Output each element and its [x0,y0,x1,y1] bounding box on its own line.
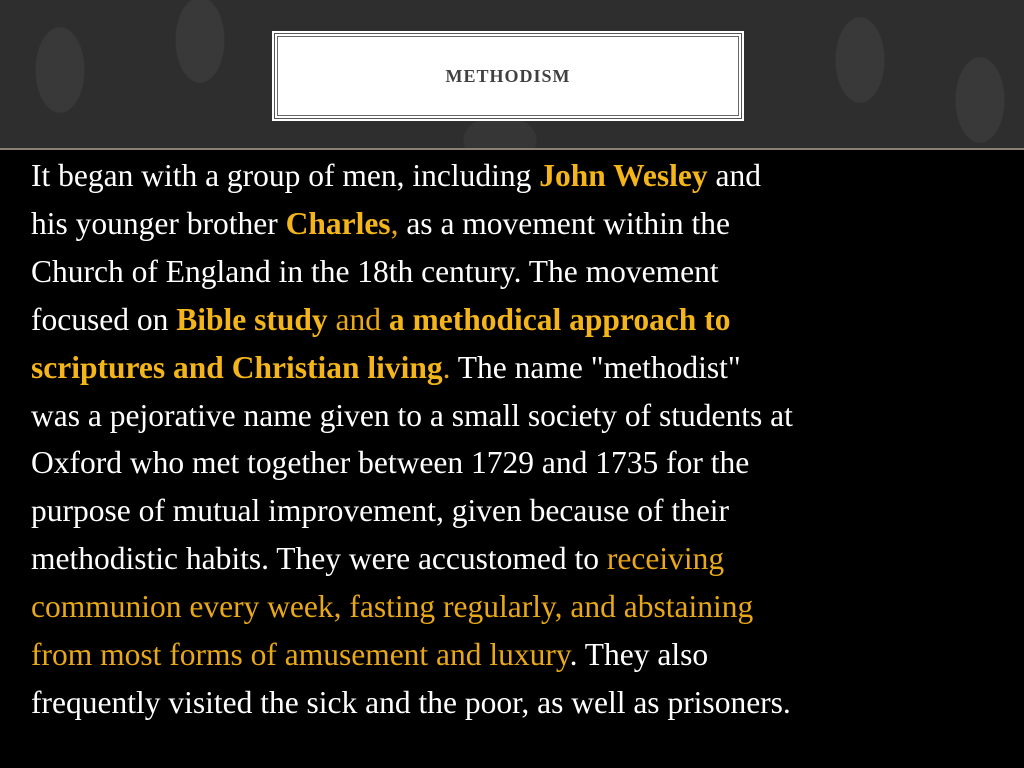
text-segment: purpose of mutual improvement, given because of their [31,493,730,529]
text-segment: was a pejorative name given to a small society of students at [31,397,793,433]
title-box [274,33,742,119]
text-segment: his younger brother [31,205,286,241]
highlight-communion: communion every week, fasting regularly, and abstaining [31,589,754,625]
header-divider [0,148,1024,150]
slide-title: METHODISM [445,65,571,86]
text-segment: focused on [31,301,177,337]
slide-body-text [31,152,1011,727]
text-segment: frequently visited the sick and the poor, as well as prisoners. [31,684,791,720]
text-segment: Church of England in the 18th century. The movement [31,253,719,289]
text-segment: methodistic habits. They were accustomed to [31,541,607,577]
highlight-amusement: from most forms of amusement and luxury [31,637,570,673]
text-segment: The name "methodist" [450,349,741,385]
text-segment: Oxford who met together between 1729 and 1735 for the [31,445,750,481]
text-segment: It began with a group of men, including [31,158,540,193]
highlight-methodical-approach: a methodical approach to [388,301,731,337]
text-segment: They also [577,637,709,673]
text-segment: . [442,349,451,385]
highlight-john-wesley: John Wesley [539,158,708,193]
text-segment: , [390,205,399,241]
highlight-scriptures: scriptures and Christian living [31,349,443,385]
text-segment: as a movement within the [398,205,731,241]
text-segment: and [707,158,761,193]
highlight-charles: Charles [285,205,391,241]
highlight-bible-study: Bible study [176,301,328,337]
highlight-receiving: receiving [606,541,725,577]
text-segment: . [569,637,578,673]
text-segment: and [327,301,389,337]
